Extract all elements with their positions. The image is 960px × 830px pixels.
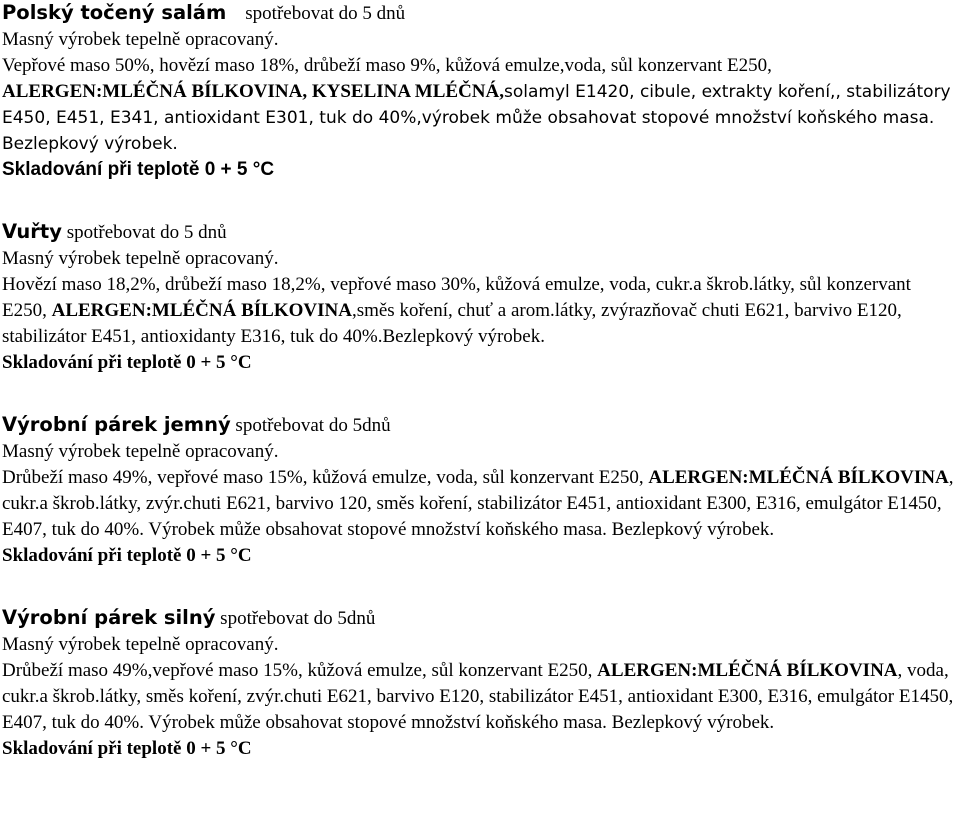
ingredients-part-b: ,směs koření, chuť a arom.látky, zvýrazňovač chuti E621, barvivo E120, stabilizátor E451, antioxidanty E316, tuk do 40%.Bezlepkový výrobek. [2,300,902,347]
product-name: Vuřty [2,220,62,243]
product-parek-silny [2,605,958,762]
storage-note: Skladování při teplotě 0 + 5 °C [2,159,275,180]
product-expiry: spotřebovat do 5 dnů [245,3,406,24]
product-ingredients [2,272,958,350]
product-polsky-salam [2,0,958,183]
product-expiry: spotřebovat do 5 dnů [66,222,227,243]
product-name: Výrobní párek silný [2,606,216,629]
product-title-line [2,412,958,439]
ingredients-part-b: , cukr.a škrob.látky, zvýr.chuti E621, barvivo 120, směs koření, stabilizátor E451, antioxidant E300, E316, emulgátor E1450, E407, tuk do 40%. Výrobek může obsahovat stopové množství koňského masa. Bezlepkový výrobek. [2,467,954,540]
storage-note: Skladování při teplotě 0 + 5 °C [2,352,252,373]
product-expiry: spotřebovat do 5dnů [235,415,391,436]
allergen-text: ALERGEN:MLÉČNÁ BÍLKOVINA [648,467,949,488]
product-name: Polský točený salám [2,1,227,24]
product-title-line [2,605,958,632]
product-name: Výrobní párek jemný [2,413,231,436]
gluten-free-note: Bezlepkový výrobek. [2,134,178,154]
product-title-line [2,219,958,246]
product-type: Masný výrobek tepelně opracovaný. [2,29,279,50]
product-ingredients [2,658,958,736]
allergen-text: ALERGEN:MLÉČNÁ BÍLKOVINA [51,300,352,321]
product-title-line [2,0,958,27]
ingredients-part-b: solamyl E1420, cibule, extrakty koření,, stabilizátory E450, E451, E341, antioxidant E301, tuk do 40%,výrobek může obsahovat stopové množství koňského masa. [2,82,951,128]
product-type: Masný výrobek tepelně opracovaný. [2,248,279,269]
product-ingredients [2,465,958,543]
ingredients-part-b: , voda, cukr.a škrob.látky, směs koření, zvýr.chuti E621, barvivo E120, stabilizátor E451, antioxidant E300, E316, emulgátor E1450, E407, tuk do 40%. Výrobek může obsahovat stopové množství koňského masa. Bezlepkový výrobek. [2,660,954,733]
allergen-text: ALERGEN:MLÉČNÁ BÍLKOVINA, KYSELINA MLÉČNÁ, [2,81,504,102]
ingredients-part-a: Vepřové maso 50%, hovězí maso 18%, drůbeží maso 9%, kůžová emulze,voda, sůl konzervant E250, [2,55,772,76]
product-vurty [2,219,958,376]
ingredients-part-a: Hovězí maso 18,2%, drůbeží maso 18,2%, vepřové maso 30%, kůžová emulze, voda, cukr.a škrob.látky, sůl konzervant E250, [2,274,911,321]
product-type: Masný výrobek tepelně opracovaný. [2,441,279,462]
ingredients-part-a: Drůbeží maso 49%, vepřové maso 15%, kůžová emulze, voda, sůl konzervant E250, [2,467,649,488]
product-expiry: spotřebovat do 5dnů [220,608,376,629]
ingredients-part-a: Drůbeží maso 49%,vepřové maso 15%, kůžová emulze, sůl konzervant E250, [2,660,598,681]
storage-note: Skladování při teplotě 0 + 5 °C [2,738,252,759]
storage-note: Skladování při teplotě 0 + 5 °C [2,545,252,566]
product-type: Masný výrobek tepelně opracovaný. [2,634,279,655]
document-page [2,0,958,762]
product-ingredients [2,53,958,131]
product-parek-jemny [2,412,958,569]
allergen-text: ALERGEN:MLÉČNÁ BÍLKOVINA [597,660,898,681]
